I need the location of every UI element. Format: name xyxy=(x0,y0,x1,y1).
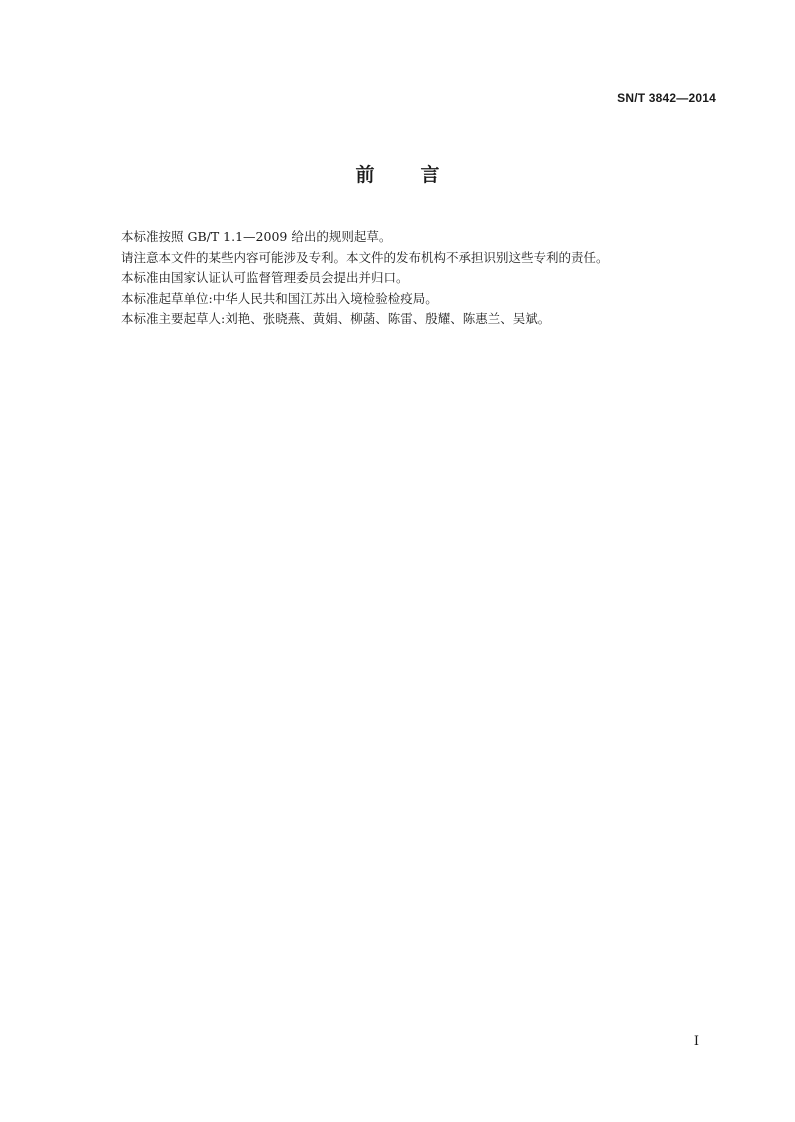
paragraph-drafters: 本标准主要起草人:刘艳、张晓燕、黄娟、柳菡、陈雷、殷耀、陈惠兰、吴斌。 xyxy=(121,311,551,326)
paragraph-patent-notice: 请注意本文件的某些内容可能涉及专利。本文件的发布机构不承担识别这些专利的责任。 xyxy=(121,249,609,265)
paragraph-proposer: 本标准由国家认证认可监督管理委员会提出并归口。 xyxy=(121,270,409,285)
document-code: SN/T 3842—2014 xyxy=(617,91,716,105)
paragraph-drafting-unit: 本标准起草单位:中华人民共和国江苏出入境检验检疫局。 xyxy=(121,290,438,306)
title-char-2: 言 xyxy=(420,164,440,186)
title-char-1: 前 xyxy=(355,164,375,186)
foreword-body xyxy=(121,227,721,330)
page-title xyxy=(0,160,795,187)
paragraph-drafting-rules: 本标准按照 GB/T 1.1—2009 给出的规则起草。 xyxy=(121,229,392,244)
page-number: I xyxy=(693,1034,699,1049)
